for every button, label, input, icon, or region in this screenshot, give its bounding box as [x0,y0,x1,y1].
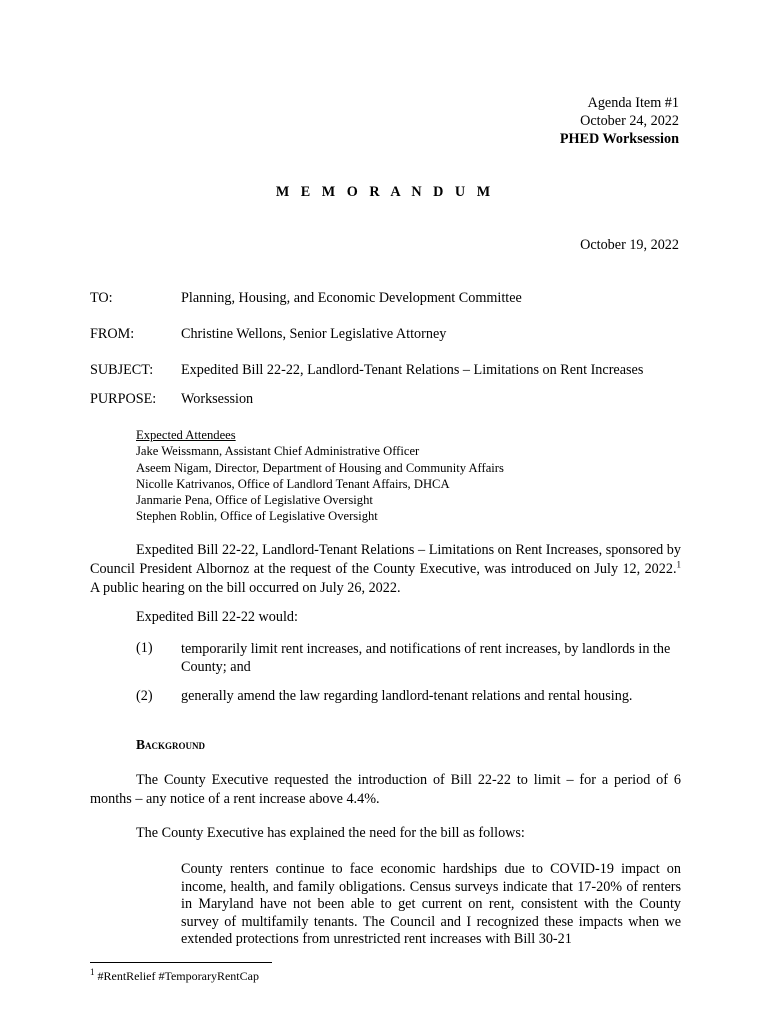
attendees-heading: Expected Attendees [136,428,236,442]
memo-date: October 19, 2022 [580,237,679,253]
from-value: Christine Wellons, Senior Legislative Attorney [181,326,447,342]
footnote-divider [90,962,272,963]
list-number: (1) [136,640,153,656]
to-value: Planning, Housing, and Economic Development Committee [181,290,522,306]
attendees-block [136,427,504,525]
agenda-item: Agenda Item #1 [587,95,679,111]
attendee: Jake Weissmann, Assistant Chief Administrative Officer [136,444,420,459]
purpose-label: PURPOSE: [90,391,157,407]
background-paragraph: The County Executive requested the introduction of Bill 22-22 to limit – for a period of 6 months – any notice of a rent increase above 4.4%. [90,772,681,807]
subject-value: Expedited Bill 22-22, Landlord-Tenant Relations – Limitations on Rent Increases [181,362,644,378]
explained-paragraph: The County Executive has explained the need for the bill as follows: [136,825,525,841]
intro-paragraph [90,541,681,598]
list-item: temporarily limit rent increases, and notifications of rent increases, by landlords in the County; and [181,641,671,675]
footnote [90,968,259,985]
attendee: Aseem Nigam, Director, Department of Housing and Community Affairs [136,460,504,475]
block-quote: County renters continue to face economic hardships due to COVID-19 impact on income, health, and family obligations. Census surveys indicate that 17-20% of renters in Maryland have not been able to get current on rent, consistent with the County survey of multifamily tenants. The Council and I recognized these impacts when we extended protections from unrestricted rent increases with Bill 30-21 [181,861,681,947]
agenda-date: October 24, 2022 [580,113,679,129]
attendee: Janmarie Pena, Office of Legislative Oversight [136,493,373,508]
list-item: generally amend the law regarding landlord-tenant relations and rental housing. [181,688,633,704]
intro-text-continued: A public hearing on the bill occurred on July 26, 2022. [90,580,401,596]
section-heading-background: Background [136,737,206,752]
purpose-value: Worksession [181,391,254,407]
subject-label: SUBJECT: [90,362,154,378]
session-name: PHED Worksession [559,131,679,147]
attendee: Stephen Roblin, Office of Legislative Oversight [136,509,378,524]
would-intro: Expedited Bill 22-22 would: [136,609,298,625]
intro-text: Expedited Bill 22-22, Landlord-Tenant Relations – Limitations on Rent Increases, sponsored by Council President Albornoz at the request of the County Executive, was introduced on July 12, 2022. [90,542,681,577]
document-header [560,94,679,148]
from-label: FROM: [90,326,135,342]
list-number: (2) [136,688,153,704]
to-label: TO: [90,290,113,306]
memo-title: M E M O R A N D U M [275,184,495,200]
footnote-text: #RentRelief #TemporaryRentCap [94,969,259,983]
footnote-reference: 1 [676,559,681,570]
footnote-mark: 1 [90,967,95,977]
attendee: Nicolle Katrivanos, Office of Landlord Tenant Affairs, DHCA [136,476,450,491]
